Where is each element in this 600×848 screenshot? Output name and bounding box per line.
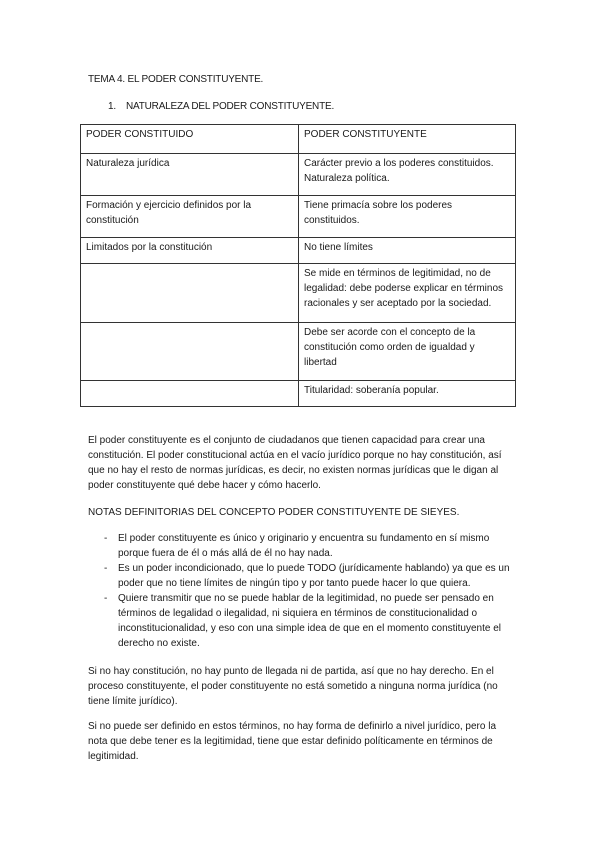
section-number: 1.: [108, 101, 116, 112]
paragraph-no-constitution: Si no hay constitución, no hay punto de llegada ni de partida, así que no hay derecho. En el proceso constituyente, el poder constituyente no está sometido a ninguna norma jurídica (no tiene límite jurídico).: [88, 666, 498, 707]
table-row: [81, 238, 516, 264]
comparison-table: [80, 124, 516, 407]
table-cell: [81, 323, 299, 381]
table-header-cell: PODER CONSTITUYENTE: [299, 125, 516, 154]
table-row: [81, 196, 516, 238]
table-cell: Titularidad: soberanía popular.: [299, 381, 516, 407]
table-cell: Limitados por la constitución: [81, 238, 299, 264]
bullet-dash: -: [104, 563, 108, 574]
table-row: [81, 154, 516, 196]
table-cell: Naturaleza jurídica: [81, 154, 299, 196]
table-row: [81, 323, 516, 381]
table-cell: Se mide en términos de legitimidad, no de legalidad: debe poderse explicar en términos racionales y ser aceptado por la sociedad.: [299, 264, 516, 323]
list-item-text: Quiere transmitir que no se puede hablar de la legitimidad, no puede ser pensado en términos de legalidad o ilegalidad, ni siquiera en términos de constitucionalidad o inconstitucionalidad, y eso con una simple idea de que en el momento constituyente el derecho no existe.: [118, 593, 502, 649]
table-cell: [81, 264, 299, 323]
section-heading: [108, 99, 334, 114]
table-cell: Formación y ejercicio definidos por la constitución: [81, 196, 299, 238]
list-item-text: Es un poder incondicionado, que lo puede TODO (jurídicamente hablando) ya que es un poder que no tiene límites de ningún tipo y por tanto puede hacer lo que quiera.: [118, 563, 510, 589]
table-row: [81, 264, 516, 323]
table-cell: Debe ser acorde con el concepto de la constitución como orden de igualdad y libertad: [299, 323, 516, 381]
bullet-dash: -: [104, 533, 108, 544]
table-cell: Tiene primacía sobre los poderes constituidos.: [299, 196, 516, 238]
paragraph-definition: El poder constituyente es el conjunto de ciudadanos que tienen capacidad para crear una constitución. El poder constitucional actúa en el vacío jurídico porque no hay constitución, así que no hay el resto de normas jurídicas, es decir, no existen normas jurídicas que le digan al poder constituyente qué debe hacer y cómo hacerlo.: [88, 435, 502, 491]
list-item: [88, 531, 520, 561]
table-cell: [81, 381, 299, 407]
notes-list: [88, 531, 520, 651]
table-cell: Carácter previo a los poderes constituidos. Naturaleza política.: [299, 154, 516, 196]
table-cell: No tiene límites: [299, 238, 516, 264]
list-item: [88, 561, 520, 591]
notes-heading: NOTAS DEFINITORIAS DEL CONCEPTO PODER CONSTITUYENTE DE SIEYES.: [88, 507, 460, 518]
list-item-text: El poder constituyente es único y originario y encuentra su fundamento en sí mismo porque fuera de él o más allá de él no hay nada.: [118, 533, 490, 559]
table-header-cell: PODER CONSTITUIDO: [81, 125, 299, 154]
paragraph-legitimacy: Si no puede ser definido en estos términos, no hay forma de definirlo a nivel jurídico, pero la nota que debe tener es la legitimidad, tiene que estar definido políticamente en términos de legitimidad.: [88, 721, 497, 762]
document-title: TEMA 4. EL PODER CONSTITUYENTE.: [88, 74, 264, 85]
list-item: [88, 591, 520, 651]
table-header-row: [81, 125, 516, 154]
bullet-dash: -: [104, 593, 108, 604]
table-row: [81, 381, 516, 407]
section-title: NATURALEZA DEL PODER CONSTITUYENTE.: [126, 101, 335, 112]
